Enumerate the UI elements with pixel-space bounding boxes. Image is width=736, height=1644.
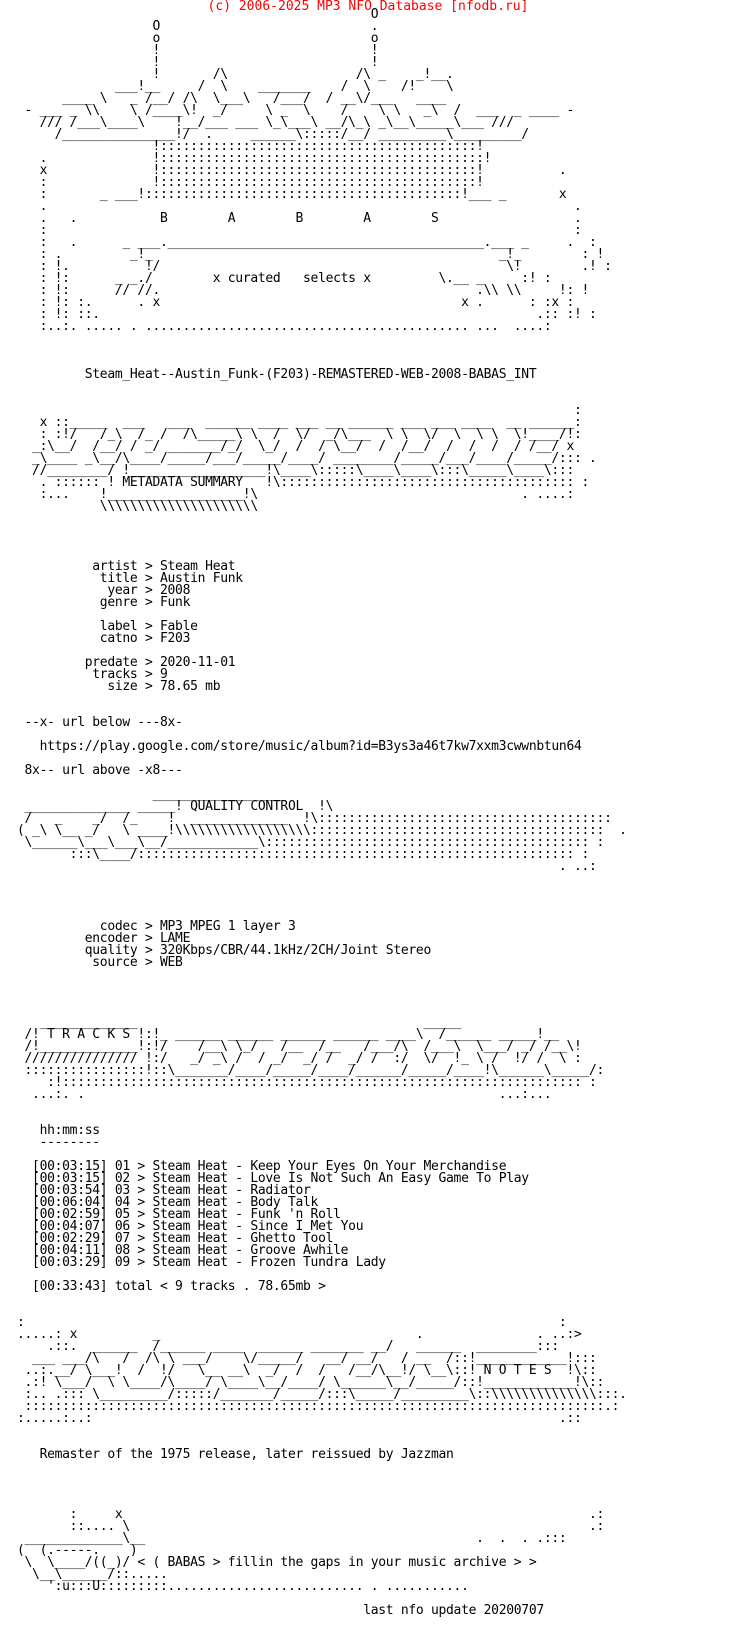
site-copyright-header: (c) 2006-2025 MP3 NFO Database [nfodb.ru]	[207, 0, 529, 14]
nfo-ascii-art-text: O O . o o ! ! ! ! ! /\ /\ _ _!__. ___!__ / \ _______ / \ /! \ ____ \ _ /__/ /\ \___\ /___/ / __\/___ ____ - ___ _ \\ \ /____\! _/ \ _ \ / \ \ _\ / ___ _ ____ - /// /___\____\ !__/___ ___ \_\___\ __/\_\ _\__\_____\___ /// /_______________!/ . ______\:::::/__/ _________\_________/ !::::::::::::::::::::::::::::::::::::::::::! . !:::::::::::::::::::::::::::::::::::::::::::! x !::::::::::::::::::::::::::::::::::::::::::! . : !::::::::::::::::::::::::::::::::::::::::::! : _ ___!::::::::::::::::::::::::::::::::::::::::::!___ _ x . . . . B A B A S . : : : . _ ___.__________________________________________.___ _ . : : . _!_ _!_ : ! : !. !/ \! .! : : !: _ _./ x curated selects x \.__ _ :! : : !: // //. .\\ \\ !: ! : !: :. . x x . : :x : : !: ::. .:: :! : :..:. ..... . ........................................... ... ....: Steam_Heat--Austin_Funk-(F203)-REMASTERED-WEB-2008-BABAS_INT : x ::_____ ___ ___ ______ ____ ___ __ ______ ___ ___ ____ __ ______: : :!/ /_\ /_ / /\_____\ \ / \/ _/\___ \ \ \/ \ \ \ \!____/!: _:\__/ /__/ / _/ _______/_/ \_/ / / \__/ / /__/ / / / / /__/ x _\____ _\__/\____/_____/___/_____/____/ ________/_____/___/____/_____/::: . //________/ !__________________!\____\:::::\____\____\:::\_____\____\::: . :::::: ! METADATA SUMMARY !\::::::::::::::::::::::::::::::::::::::: : :... !__________________!\ . ....: \\\\\\\\\\\\\\\\\\\\\ artist > Steam Heat title > Austin Funk year > 2008 genre > Funk label > Fable catno > F203 predate > 2020-11-01 tracks > 9 size > 78.65 mb --x- url below ---8x- https://play.google.com/store/music/album?id=B3ys3a46t7kw7xxm3cwwnbtun64 8x-- url above -x8--- _________________ ______________ _____! QUALITY CONTROL !\ / _ _/ /_ ! _____________ !\::::::::::::::::::::::::::::::::::::::: ( _\ \__ _/ \ ____!\\\\\\\\\\\\\\\\\\::::::::::::::::::::::::::::::::::::::: . \______\___\___\__/____________\::::::::::::::::::::::::::::::::::::::::::: : :::\____/:::::::::::::::::::::::::::::::::::::::::::::::::::::::::: : . ..: codec > MP3 MPEG 1 layer 3 encoder > LAME quality > 320Kbps/CBR/44.1kHz/2CH/Joint Stereo source > WEB _____________ _____ /! T R A C K S !:!_ ______ ______ ______ ______ ____\ /______ _____!__ /!_____________!:!/ /__\ \_/ /__ /__ /___/\ /___\ \___/ _/ /__\! /////////////// !:/ _/ _\ / / _/ _/ / _/ / :/ \/ !_ \ / !/ / \ : ::::::::::::::::!::\_______/____/_____/____/______/_____/____!\______\_____/: :!::::::::::::::::::::::::::::::::::::::::::::::::::::::::::::::::::::: : ...:. . ...:... hh:mm:ss -------- [00:03:15] 01 > Steam Heat - Keep Your Eyes On Your Merchandise [00:03:15] 02 > Steam Heat - Love Is Not Such An Easy Game To Play [00:03:54] 03 > Steam Heat - Radiator [00:06:04] 04 > Steam Heat - Body Talk [00:02:59] 05 > Steam Heat - Funk 'n Roll [00:04:07] 06 > Steam Heat - Since I Met You [00:02:29] 07 > Steam Heat - Ghetto Tool [00:04:11] 08 > Steam Heat - Groove Awhile [00:03:29] 09 > Steam Heat - Frozen Tundra Lady [00:33:43] total < 9 tracks . 78.65mb > : : .....: x _ . . ..:> .::. ______ /______ ____ ______ _______ __/ ______ ________::: ___ ___/\ / /\ \ ___/ \/_____/ __/ __/ / __ /::!____________!::: ..:.__/ \___! / !/ \__ __\ _/ / / /__/\__!/ \__\::! N O T E S !\:: .:! \___/ \ \____/\____/ \____\__/____/ \______\__/_____/::!____________!\:: :.. .::: \_________/:::::/_______/_____/:::\_____/_________\::\\\\\\\\\\\\\\:::. :::::::::::::::::::::::::::::::::::::::::::::::::::::::::::::::::::::::::::::.: :.....:..: .:: Remaster of the 1975 release, later reissued by Jazzman : x .: ::.... \ .: _____________\__ . . . .::: ( (.-----. ) \ \____/((_)/ < ( BABAS > fillin the gaps in your music archive > > \__\______/::..... ':u:::U:::::::::.......................... . ........... last nfo update 20200707	[17, 7, 627, 1618]
